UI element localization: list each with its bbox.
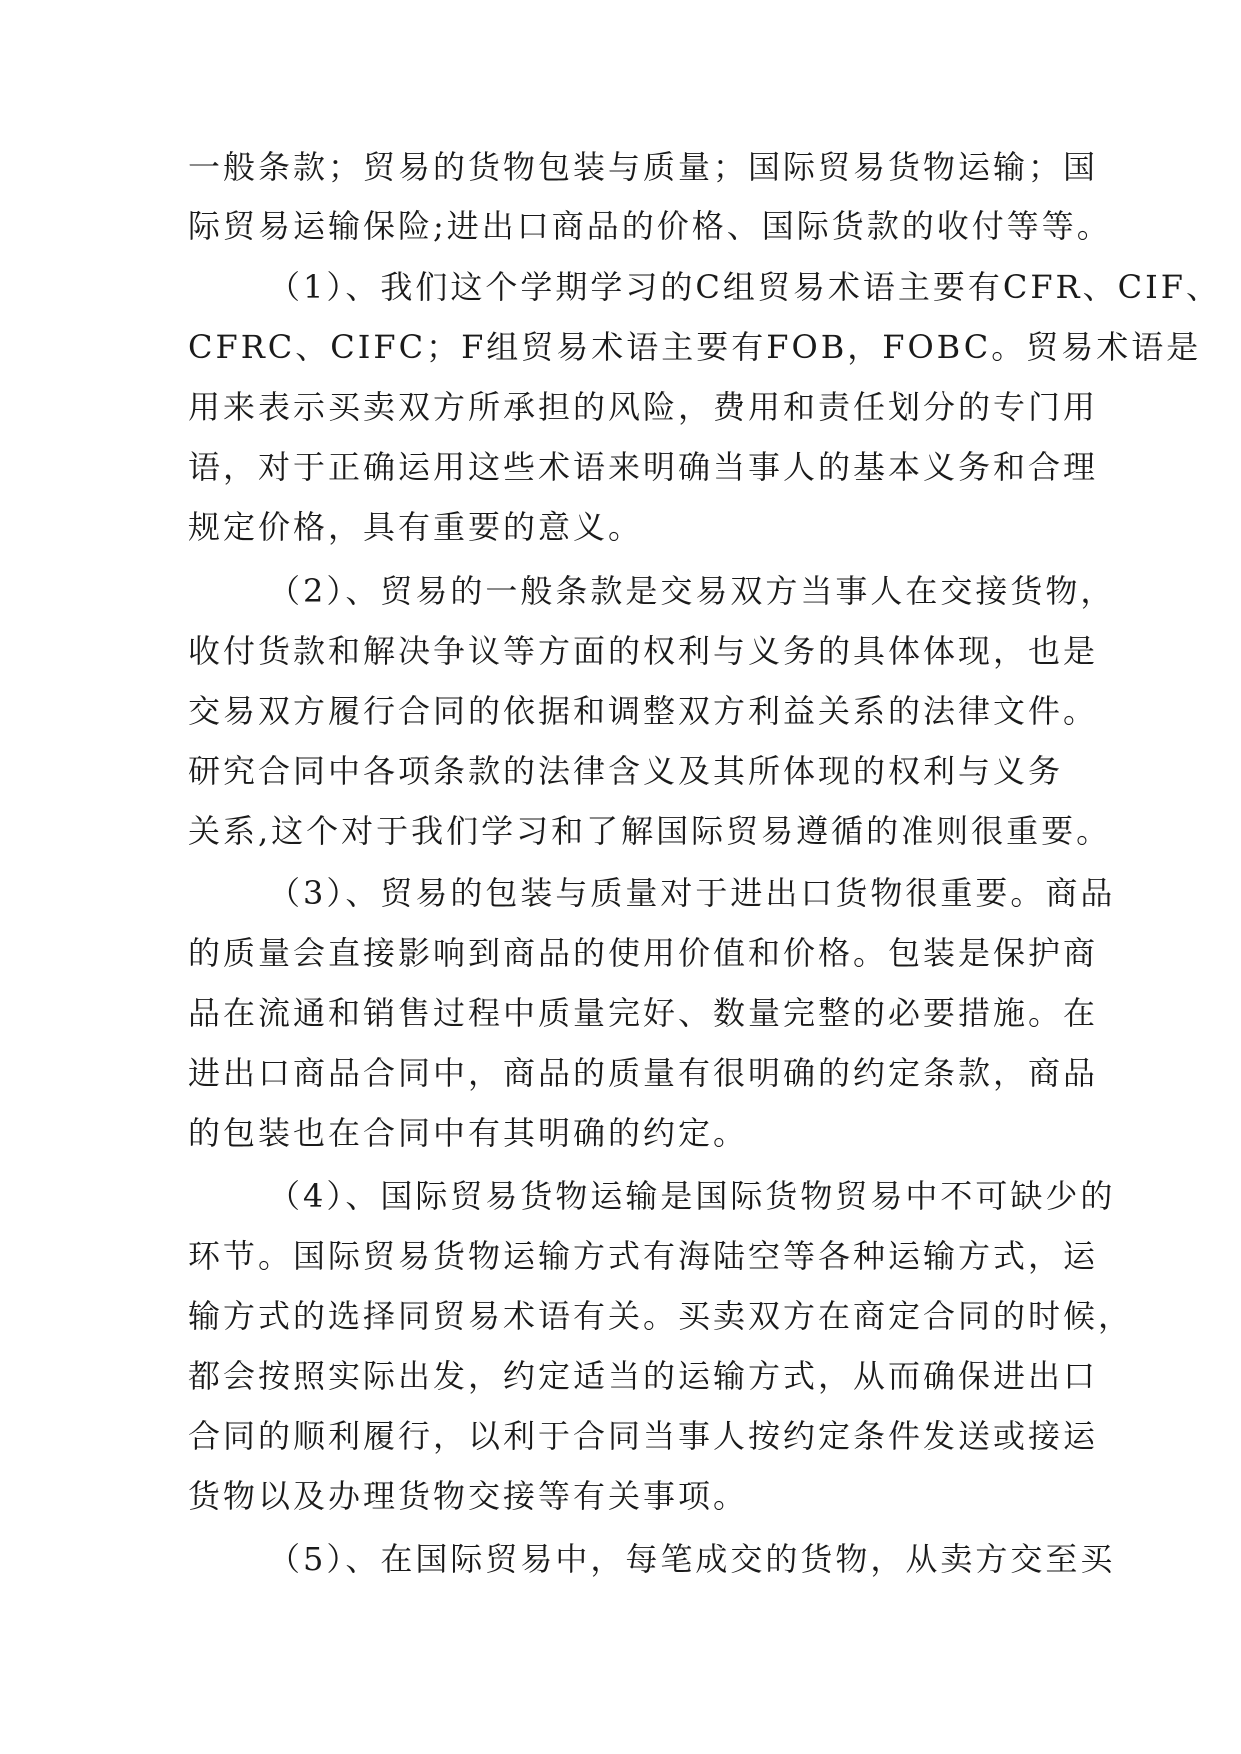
text-line: 交易双方履行合同的依据和调整双方利益关系的法律文件。: [188, 692, 1099, 730]
text-line: 的包装也在合同中有其明确的约定。: [188, 1114, 749, 1152]
paragraph-3-start: （3）、贸易的包装与质量对于进出口货物很重要。商品: [268, 874, 1116, 912]
paragraph-1-start: （1）、我们这个学期学习的C组贸易术语主要有CFR、CIF、: [268, 268, 1221, 306]
text-line: 关系,这个对于我们学习和了解国际贸易遵循的准则很重要。: [188, 812, 1112, 850]
text-line: 收付货款和解决争议等方面的权利与义务的具体体现，也是: [188, 632, 1099, 670]
paragraph-5-start: （5）、在国际贸易中，每笔成交的货物，从卖方交至买: [268, 1540, 1116, 1578]
text-line: 用来表示买卖双方所承担的风险，费用和责任划分的专门用: [188, 388, 1099, 426]
text-line: 语，对于正确运用这些术语来明确当事人的基本义务和合理: [188, 448, 1099, 486]
paragraph-4-start: （4）、国际贸易货物运输是国际货物贸易中不可缺少的: [268, 1177, 1116, 1215]
text-line: 际贸易运输保险;进出口商品的价格、国际货款的收付等等。: [188, 207, 1112, 245]
text-line: 环节。国际贸易货物运输方式有海陆空等各种运输方式，运: [188, 1237, 1099, 1275]
text-line: 输方式的选择同贸易术语有关。买卖双方在商定合同的时候，: [188, 1297, 1134, 1335]
text-line: 进出口商品合同中，商品的质量有很明确的约定条款，商品: [188, 1054, 1099, 1092]
text-line: 品在流通和销售过程中质量完好、数量完整的必要措施。在: [188, 994, 1099, 1032]
paragraph-2-start: （2）、贸易的一般条款是交易双方当事人在交接货物，: [268, 572, 1116, 610]
text-line: 货物以及办理货物交接等有关事项。: [188, 1477, 749, 1515]
text-line: 研究合同中各项条款的法律含义及其所体现的权利与义务: [188, 752, 1064, 790]
text-line: 都会按照实际出发，约定适当的运输方式，从而确保进出口: [188, 1357, 1099, 1395]
text-line: 的质量会直接影响到商品的使用价值和价格。包装是保护商: [188, 934, 1099, 972]
text-line: 一般条款；贸易的货物包装与质量；国际贸易货物运输；国: [188, 148, 1099, 186]
text-line: CFRC、CIFC；F组贸易术语主要有FOB，FOBC。贸易术语是: [188, 328, 1202, 366]
text-line: 规定价格，具有重要的意义。: [188, 508, 644, 546]
text-line: 合同的顺利履行，以利于合同当事人按约定条件发送或接运: [188, 1417, 1099, 1455]
